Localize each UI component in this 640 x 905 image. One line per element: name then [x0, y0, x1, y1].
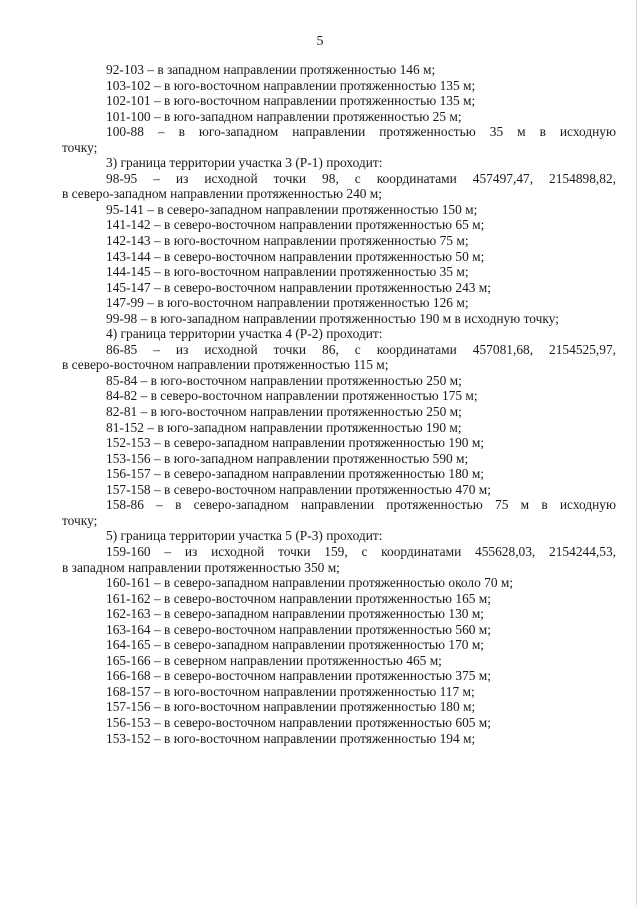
page-edge-shadow — [636, 0, 637, 905]
text-line: 153-152 – в юго-восточном направлении протяженностью 194 м; — [106, 730, 476, 746]
text-line: в западном направлении протяженностью 350 м; — [62, 559, 340, 575]
text-line: 4) граница территории участка 4 (Р-2) проходит: — [106, 326, 383, 342]
text-line: 144-145 – в юго-восточном направлении протяженностью 35 м; — [106, 264, 469, 280]
text-line: 160-161 – в северо-западном направлении протяженностью около 70 м; — [106, 575, 514, 591]
text-line: 168-157 – в юго-восточном направлении протяженностью 117 м; — [106, 683, 475, 699]
text-line: 166-168 – в северо-восточном направлении протяженностью 375 м; — [106, 668, 491, 684]
text-line: 157-156 – в юго-восточном направлении протяженностью 180 м; — [106, 699, 476, 715]
text-line: 82-81 – в юго-восточном направлении протяженностью 250 м; — [106, 404, 462, 420]
text-line: точку; — [62, 512, 98, 528]
text-line: 92-103 – в западном направлении протяженностью 146 м; — [106, 62, 436, 77]
text-line: 142-143 – в юго-восточном направлении протяженностью 75 м; — [106, 233, 469, 249]
text-line: 99-98 – в юго-западном направлении протяженностью 190 м в исходную точку; — [106, 310, 559, 326]
text-line: 159-160 – из исходной точки 159, с координатами 455628,03, 2154244,53, — [106, 543, 616, 559]
text-line: 153-156 – в юго-западном направлении протяженностью 590 м; — [106, 450, 469, 466]
text-line: в северо-восточном направлении протяженностью 115 м; — [62, 357, 389, 373]
text-line: 81-152 – в юго-западном направлении протяженностью 190 м; — [106, 419, 462, 435]
text-line: 145-147 – в северо-восточном направлении протяженностью 243 м; — [106, 279, 491, 295]
text-line: 156-157 – в северо-западном направлении протяженностью 180 м; — [106, 466, 485, 482]
text-line: 156-153 – в северо-восточном направлении протяженностью 605 м; — [106, 714, 491, 730]
text-line: 162-163 – в северо-западном направлении протяженностью 130 м; — [106, 606, 485, 622]
text-line: 101-100 – в юго-западном направлении протяженностью 25 м; — [106, 108, 462, 124]
page-number: 5 — [316, 34, 324, 49]
text-line: 85-84 – в юго-восточном направлении протяженностью 250 м; — [106, 372, 462, 388]
text-line: 95-141 – в северо-западном направлении протяженностью 150 м; — [106, 201, 478, 217]
text-line: 84-82 – в северо-восточном направлении протяженностью 175 м; — [106, 388, 478, 404]
text-line: 152-153 – в северо-западном направлении протяженностью 190 м; — [106, 435, 485, 451]
text-line: 98-95 – из исходной точки 98, с координатами 457497,47, 2154898,82, — [106, 170, 616, 186]
text-line: 3) граница территории участка 3 (Р-1) проходит: — [106, 155, 383, 171]
text-line: 141-142 – в северо-восточном направлении протяженностью 65 м; — [106, 217, 485, 233]
text-line: 158-86 – в северо-западном направлении протяженностью 75 м в исходную — [106, 497, 616, 513]
text-line: 161-162 – в северо-восточном направлении протяженностью 165 м; — [106, 590, 491, 606]
text-line: 103-102 – в юго-восточном направлении протяженностью 135 м; — [106, 77, 476, 93]
text-line: 157-158 – в северо-восточном направлении протяженностью 470 м; — [106, 481, 491, 497]
text-line: точку; — [62, 139, 98, 155]
document-body — [62, 62, 616, 746]
text-line: 100-88 – в юго-западном направлении протяженностью 35 м в исходную — [106, 124, 616, 140]
text-line: 5) граница территории участка 5 (Р-3) проходит: — [106, 528, 383, 544]
text-line: в северо-западном направлении протяженностью 240 м; — [62, 186, 382, 202]
text-line: 163-164 – в северо-восточном направлении протяженностью 560 м; — [106, 621, 491, 637]
text-line: 86-85 – из исходной точки 86, с координатами 457081,68, 2154525,97, — [106, 341, 616, 357]
text-line: 164-165 – в северо-западном направлении протяженностью 170 м; — [106, 637, 485, 653]
text-line: 143-144 – в северо-восточном направлении протяженностью 50 м; — [106, 248, 485, 264]
text-line: 147-99 – в юго-восточном направлении протяженностью 126 м; — [106, 295, 469, 311]
text-line: 165-166 – в северном направлении протяженностью 465 м; — [106, 652, 442, 668]
text-line: 102-101 – в юго-восточном направлении протяженностью 135 м; — [106, 93, 476, 109]
